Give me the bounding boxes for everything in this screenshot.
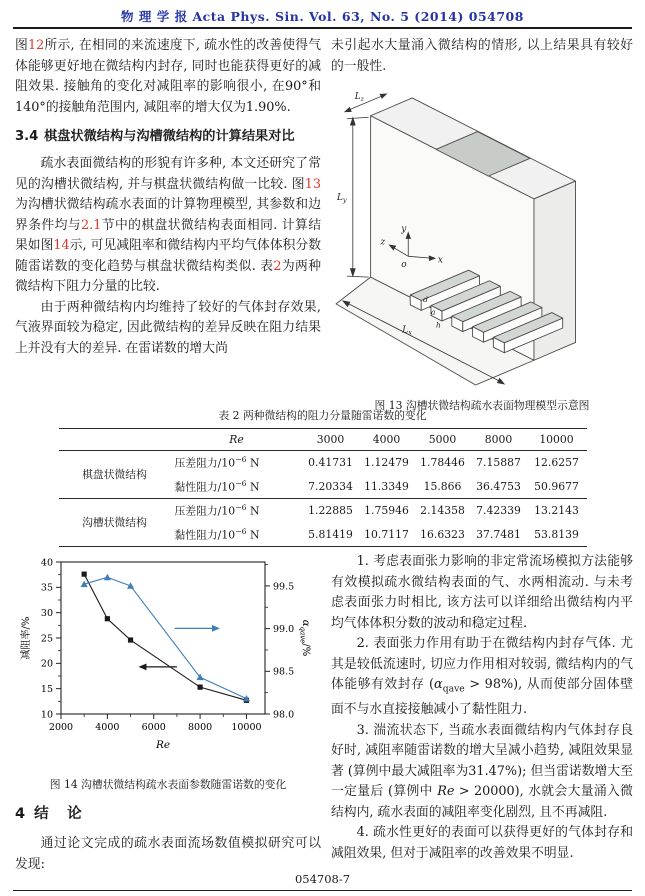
left-column-top <box>15 36 321 408</box>
value-cell: 7.20334 <box>308 479 353 493</box>
svg-text:98.0: 98.0 <box>273 709 295 721</box>
ref-link[interactable]: 2.1 <box>80 217 102 233</box>
section-title: 棋盘状微结构与沟槽微结构的计算结果对比 <box>44 129 295 144</box>
text-segment: 通过论文完成的疏水表面流场数值模拟研究可以发现: <box>15 836 321 872</box>
re-value-cell: 8000 <box>484 433 513 446</box>
table-header-row <box>59 429 587 451</box>
re-header-cell: Re <box>229 433 244 446</box>
dim-label-Lz: $L_z$ <box>354 91 365 103</box>
re-value-cell: 3000 <box>316 433 345 446</box>
re-value-cell: 4000 <box>372 433 401 446</box>
value-cell: 1.22885 <box>308 504 353 518</box>
groove-label-a: a <box>431 307 436 317</box>
section-number: 3.4 <box>15 129 39 144</box>
text-segment: 节中的棋盘状微结构表面相同. 计算结果如图 <box>15 217 321 253</box>
re-value-cell: 5000 <box>428 433 457 446</box>
page-number: 054708-7 <box>294 872 351 886</box>
drag-components-table <box>59 428 587 547</box>
svg-text:Re: Re <box>155 739 171 751</box>
svg-text:40: 40 <box>40 557 53 569</box>
axis-label-x: x <box>437 255 443 266</box>
text-segment: α <box>434 677 443 692</box>
value-cell: 36.4753 <box>476 479 521 493</box>
left-column-bottom <box>15 552 321 875</box>
text-segment: 为两种微结构下阻力分量的比较. <box>15 258 321 294</box>
ref-link[interactable]: 13 <box>304 176 321 192</box>
ref-link[interactable]: 12 <box>28 38 45 53</box>
value-cell: 10.7117 <box>364 528 409 542</box>
paragraph <box>15 834 321 875</box>
value-cell: 1.78446 <box>420 456 465 470</box>
right-column-top <box>331 36 633 413</box>
figure13-caption: 图 13 沟槽状微结构疏水表面物理模型示意图 <box>374 398 590 412</box>
value-cell: 11.3349 <box>364 479 409 493</box>
svg-text:15: 15 <box>40 684 53 696</box>
table-row <box>59 451 587 475</box>
figure14-chart <box>15 554 321 774</box>
text-segment: qave <box>442 683 465 695</box>
conclusion-item <box>331 823 633 864</box>
footer-rule <box>13 890 632 891</box>
text-segment: > 98%), 从而使部分固体壁面不与水直接接触减小了黏性阻力. <box>331 677 633 718</box>
table-cell <box>59 429 171 451</box>
text-segment: 疏水表面微结构的形貌有许多种, 本文还研究了常见的沟槽状微结构, 并与棋盘状微结构做一比较. 图 <box>15 156 321 192</box>
value-cell: 1.75946 <box>364 504 409 518</box>
svg-text:10: 10 <box>40 709 53 721</box>
ref-link[interactable]: 2 <box>273 258 282 274</box>
text-segment: > 20000), 水就会大量涌入微结构内, 疏水表面的减阻率变化剧烈, 且不再减阻. <box>331 784 633 820</box>
value-cell: 50.9677 <box>534 479 579 493</box>
value-cell: 5.81419 <box>308 528 353 542</box>
text-segment: 图 <box>15 38 29 53</box>
text-segment: 为沟槽状微结构疏水表面的计算物理模型, 其参数和边界条件均与 <box>15 197 321 233</box>
svg-text:2000: 2000 <box>48 722 74 733</box>
measure-label-cell: 压差阻力$/10^{-6}$ N <box>174 455 260 470</box>
table-row <box>59 499 587 523</box>
value-cell: 13.2143 <box>534 504 579 518</box>
text-segment: 未引起水大量涌入微结构的情形, 以上结果具有较好的一般性. <box>331 38 633 74</box>
svg-text:10000: 10000 <box>231 722 262 733</box>
axis-label-y: y <box>401 224 407 235</box>
value-cell: 16.6323 <box>420 528 465 542</box>
groove-label-h: h <box>435 320 441 330</box>
text-segment: 1. 考虑表面张力影响的非定常流场模拟方法能够有效模拟疏水微结构表面的气、水两相流动. 与未考虑表面张力时相比, 该方法可以详细给出微结构内平均气体体积分数的波动和稳定过程. <box>331 554 633 631</box>
svg-text:8000: 8000 <box>187 722 213 733</box>
journal-header: 物 理 学 报 Acta Phys. Sin. Vol. 63, No. 5 (2014) 054708 <box>121 9 524 24</box>
value-cell: 12.6257 <box>534 456 579 470</box>
value-cell: 37.7481 <box>476 528 521 542</box>
header-rule <box>13 27 632 29</box>
paragraph <box>15 298 321 360</box>
measure-label-cell: 黏性阻力$/10^{-6}$ N <box>174 478 260 494</box>
group-label-cell: 棋盘状微结构 <box>82 468 147 482</box>
value-cell: 2.14358 <box>420 504 465 518</box>
paragraph <box>15 154 321 298</box>
svg-text:20: 20 <box>40 658 53 670</box>
groove-label-d: d <box>423 294 428 304</box>
text-segment: 示, 可见减阻率和微结构内平均气体体积分数随雷诺数的变化趋势与棋盘状微结构类似. 表 <box>15 238 321 274</box>
measure-label-cell: 压差阻力$/10^{-6}$ N <box>174 503 260 518</box>
svg-text:98.5: 98.5 <box>273 666 295 678</box>
svg-text:35: 35 <box>40 582 53 594</box>
value-cell: 7.15887 <box>476 456 521 470</box>
conclusion-heading: 4 结 论 <box>15 805 84 822</box>
text-segment: 由于两种微结构内均维持了较好的气体封存效果, 气液界面较为稳定, 因此微结构的差异反映在阻力结果上并没有大的差异. 在雷诺数的增大尚 <box>15 299 321 356</box>
value-cell: 53.8139 <box>534 528 579 542</box>
text-segment: 3. 湍流状态下, 当疏水表面微结构内气体封存良好时, 减阻率随雷诺数的增大呈减小趋势, 减阻效果显著 (算例中最大减阻率为31.47%); 但当雷诺数增大至一定量后 (算例中 <box>331 722 633 800</box>
re-value-cell: 10000 <box>539 433 574 446</box>
paragraph <box>15 36 321 118</box>
text-segment: 4. 疏水性更好的表面可以获得更好的气体封存和减阻效果, 但对于减阻率的改善效果不明显. <box>331 825 633 861</box>
section-heading-3-4 <box>15 127 321 147</box>
dim-label-Lx: $L_x$ <box>402 325 412 337</box>
measure-label-cell: 黏性阻力$/10^{-6}$ N <box>174 526 260 542</box>
svg-text:30: 30 <box>40 608 53 620</box>
paragraph <box>331 36 633 77</box>
axis-label-z: z <box>380 237 386 248</box>
ref-link[interactable]: 14 <box>53 238 70 253</box>
svg-text:25: 25 <box>40 633 53 645</box>
table2-section <box>15 408 630 547</box>
figure13-diagram <box>331 91 633 395</box>
svg-text:4000: 4000 <box>95 722 120 733</box>
value-cell: 15.866 <box>423 479 462 493</box>
value-cell: 7.42339 <box>476 504 521 518</box>
conclusion-item <box>331 721 633 824</box>
text-segment: 所示, 在相同的来流速度下, 疏水性的改善使得气体能够更好地在微结构内封存, 同时也能获得更好的减阻效果. 接触角的变化对减阻率的影响很小, 在90°和140°的接触角范围内, 减阻率的增大仅为1.90%. <box>15 38 321 115</box>
text-segment: Re <box>437 784 455 800</box>
svg-text:99.0: 99.0 <box>273 624 295 636</box>
conclusion-item <box>331 552 633 634</box>
origin-label: o <box>401 260 407 271</box>
conclusion-item <box>331 634 633 721</box>
group-label-cell: 沟槽状微结构 <box>82 516 147 530</box>
value-cell: 1.12479 <box>364 456 409 470</box>
value-cell: 0.41731 <box>308 456 353 470</box>
table2-caption: 表 2 两种微结构的阻力分量随雷诺数的变化 <box>218 409 427 422</box>
svg-text:αqave/%: $\alpha_{qave}/\%$ <box>298 619 311 657</box>
figure13-svg <box>331 91 633 387</box>
svg-text:减阻率/%: 减阻率/% <box>21 616 32 660</box>
svg-text:99.5: 99.5 <box>273 581 295 593</box>
svg-text:6000: 6000 <box>141 722 166 733</box>
right-column-bottom <box>331 552 633 882</box>
dim-label-Ly: $L_y$ <box>336 192 347 204</box>
figure14-caption: 图 14 沟槽状微结构疏水表面参数随雷诺数的变化 <box>49 777 287 791</box>
text-segment: 2. 表面张力作用有助于在微结构内封存气体. 尤其是较低流速时, 切应力作用相对较弱, 微结构内的气体能够有效封存 ( <box>331 636 633 692</box>
figure14-svg <box>15 554 315 766</box>
